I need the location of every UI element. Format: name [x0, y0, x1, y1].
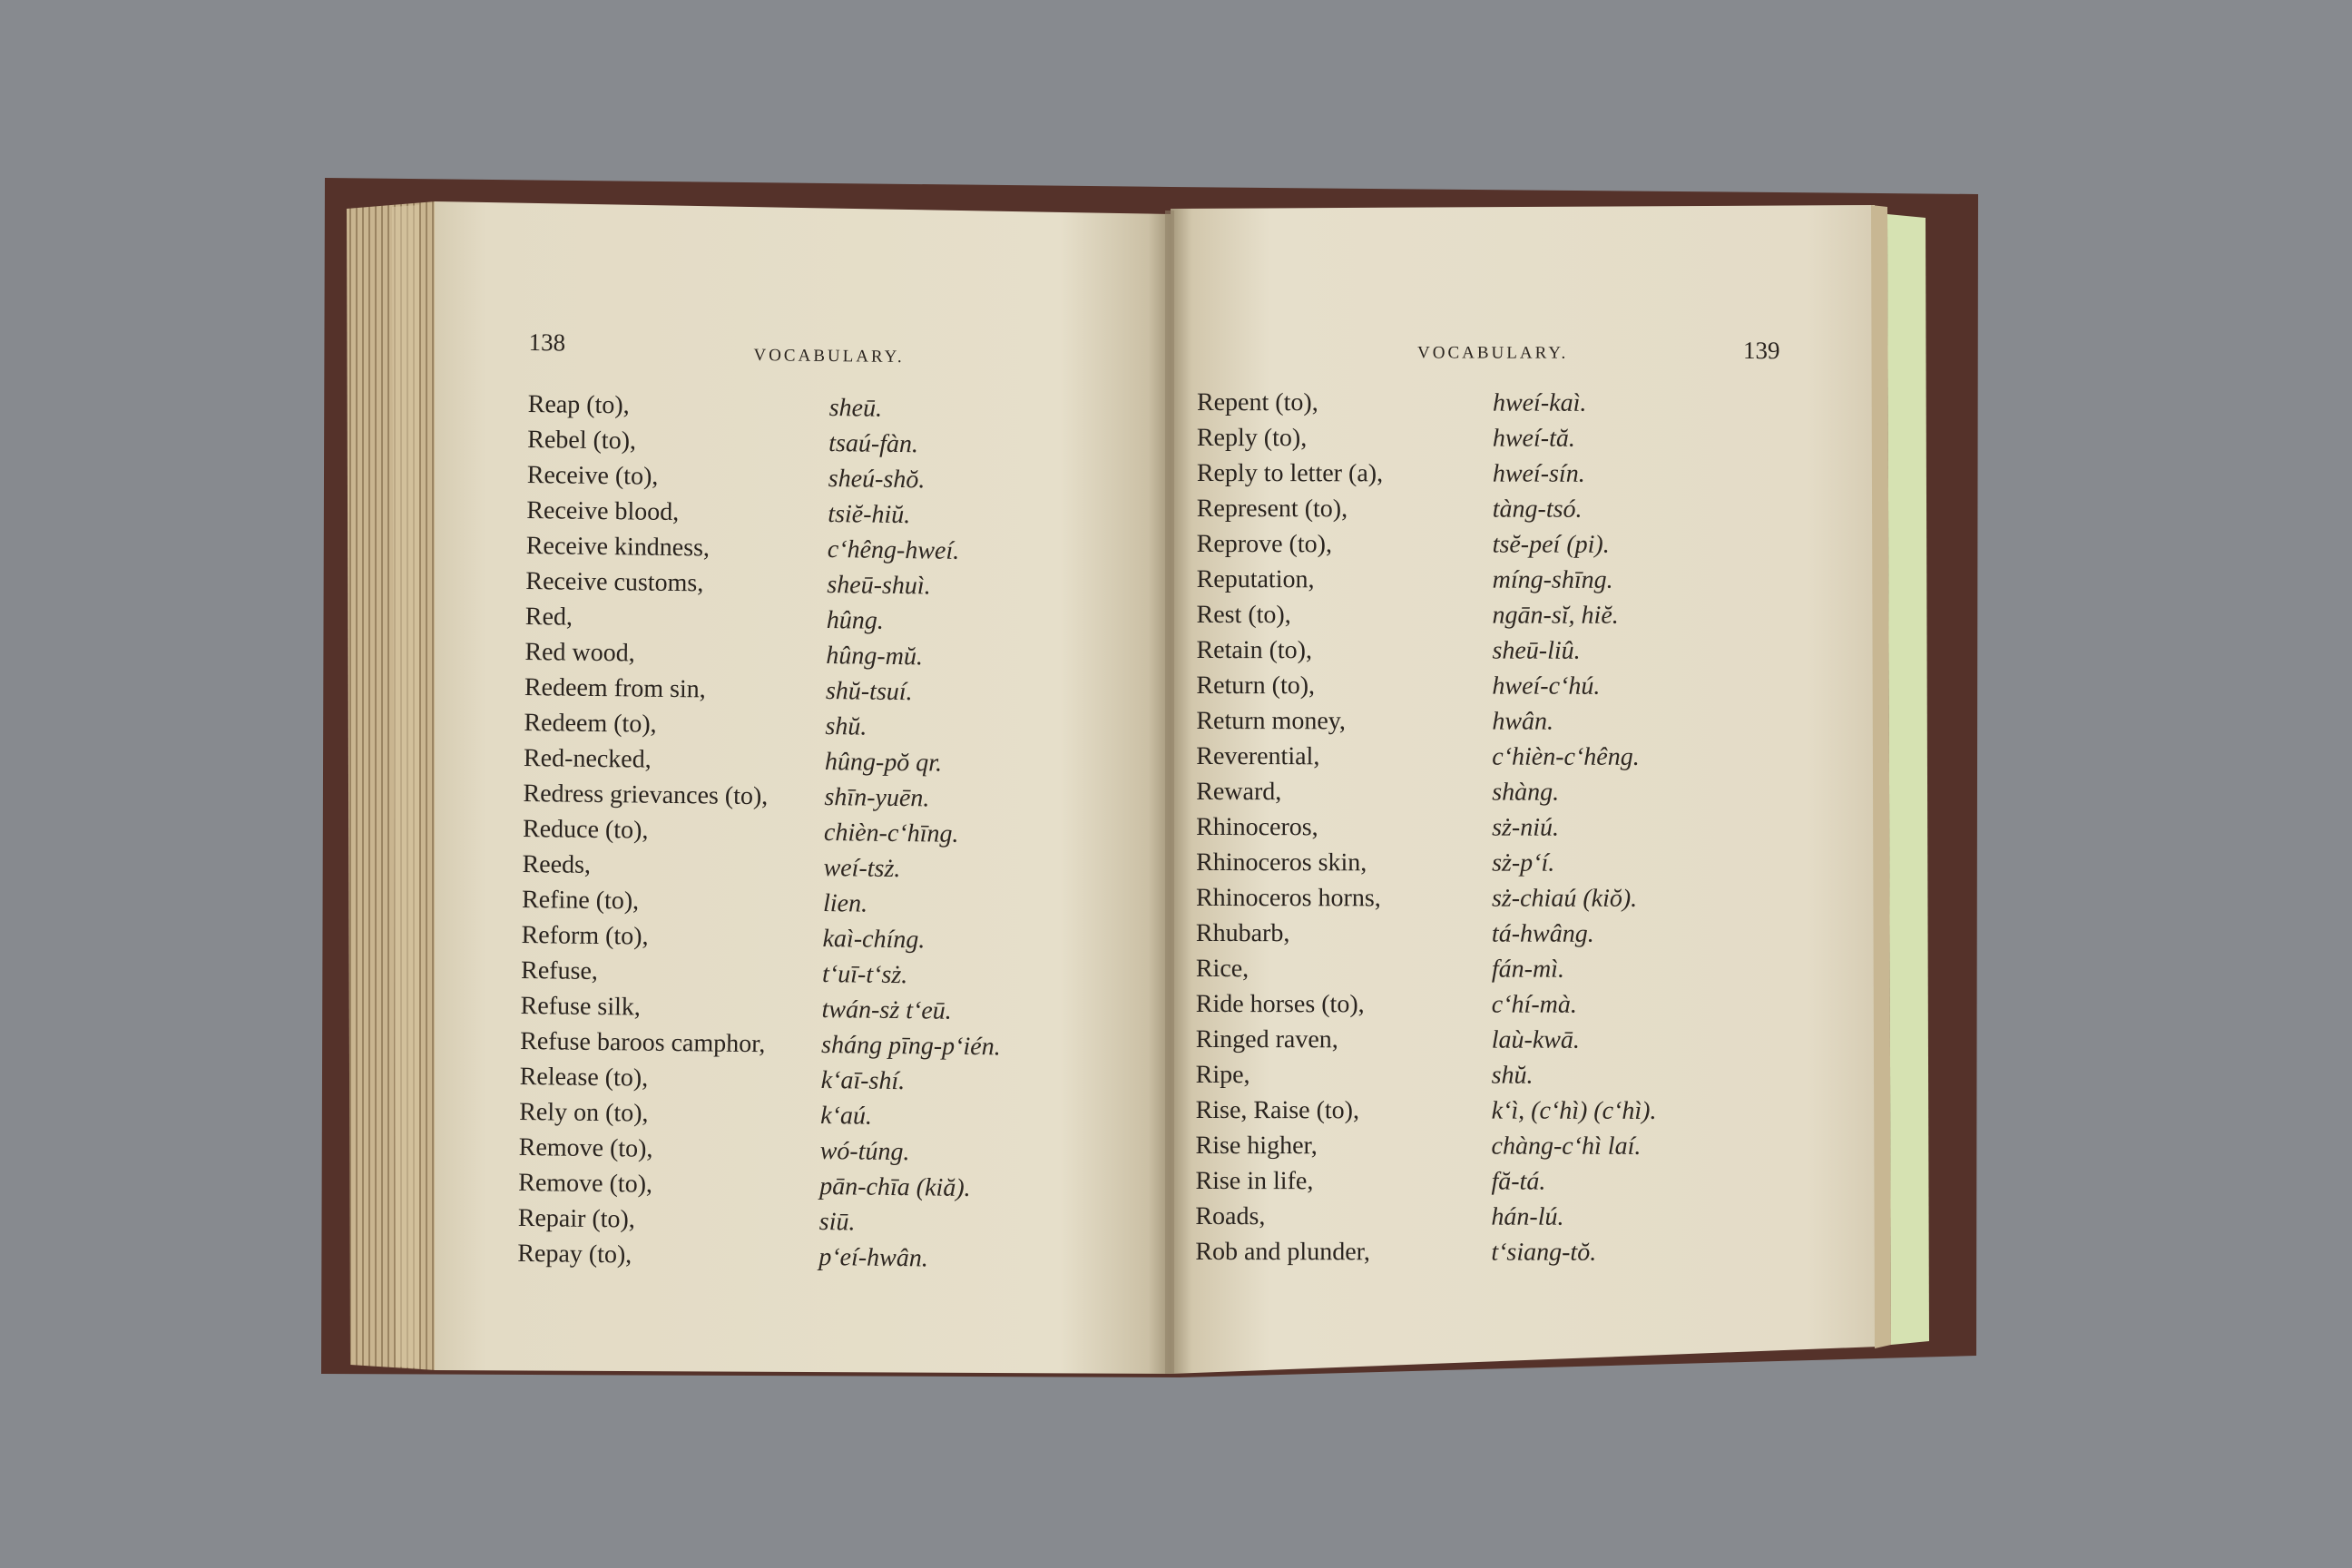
vocabulary-entry — [1196, 668, 1831, 704]
english-term: Rebel (to), — [527, 425, 637, 456]
chinese-romanization: fán-mì. — [1491, 955, 1565, 984]
chinese-romanization: c‘hêng-hweí. — [827, 535, 960, 565]
english-term: Retain (to), — [1196, 635, 1313, 665]
vocabulary-entry — [517, 1236, 1098, 1279]
vocabulary-entry — [1197, 491, 1832, 527]
english-term: Receive customs, — [525, 566, 704, 598]
english-term: Remove (to), — [518, 1168, 653, 1199]
english-term: Ride horses (to), — [1195, 989, 1365, 1019]
vocabulary-entry — [1196, 1022, 1831, 1058]
english-term: Roads, — [1195, 1201, 1266, 1231]
vocabulary-entry — [1197, 597, 1832, 633]
chinese-romanization: sż-niú. — [1492, 813, 1560, 842]
english-term: Red-necked, — [523, 743, 652, 774]
chinese-romanization: chièn-c‘hīng. — [823, 818, 959, 848]
chinese-romanization: k‘aī-shí. — [820, 1066, 906, 1096]
chinese-romanization: k‘ì, (c‘hì) (c‘hì). — [1491, 1096, 1657, 1125]
chinese-romanization: c‘hièn-c‘hêng. — [1492, 742, 1640, 771]
english-term: Reputation, — [1196, 564, 1315, 594]
english-term: Redeem from sin, — [524, 672, 706, 704]
english-term: Reduce (to), — [522, 814, 649, 845]
english-term: Reply to letter (a), — [1196, 458, 1384, 488]
chinese-romanization: sż-p‘í. — [1492, 848, 1555, 877]
chinese-romanization: tàng-tsó. — [1492, 495, 1583, 524]
english-term: Refine (to), — [521, 885, 640, 916]
vocabulary-entry — [1196, 632, 1831, 669]
vocabulary-entry — [1196, 1128, 1831, 1164]
english-term: Ringed raven, — [1195, 1024, 1338, 1054]
vocabulary-entry — [1196, 845, 1831, 881]
chinese-romanization: ngān-sĭ, hiĕ. — [1492, 601, 1619, 630]
chinese-romanization: fă-tá. — [1491, 1167, 1546, 1196]
vocabulary-entry — [1196, 880, 1831, 916]
english-term: Receive (to), — [526, 460, 659, 491]
chinese-romanization: sheú-shŏ. — [828, 465, 926, 495]
chinese-romanization: pān-chīa (kiă). — [819, 1171, 971, 1203]
page-number: 139 — [1743, 337, 1780, 365]
vocabulary-entry — [1196, 809, 1831, 846]
english-term: Rely on (to), — [519, 1097, 649, 1128]
chinese-romanization: hán-lú. — [1491, 1202, 1564, 1231]
chinese-romanization: sheū-shuì. — [827, 571, 931, 601]
gutter-shadow — [1165, 211, 1174, 1374]
chinese-romanization: míng-shīng. — [1492, 565, 1613, 594]
chinese-romanization: hweí-sín. — [1492, 459, 1585, 488]
chinese-romanization: weí-tsż. — [823, 854, 901, 884]
chinese-romanization: hûng-mŭ. — [826, 642, 924, 671]
english-term: Ripe, — [1195, 1060, 1250, 1090]
english-term: Receive blood, — [526, 495, 680, 527]
english-term: Rise higher, — [1195, 1131, 1318, 1161]
vocabulary-entry — [1196, 703, 1831, 740]
chinese-romanization: laù-kwā. — [1491, 1025, 1580, 1054]
chinese-romanization: sheū-liû. — [1492, 636, 1581, 665]
chinese-romanization: p‘eí-hwân. — [818, 1242, 929, 1273]
chinese-romanization: hwân. — [1492, 707, 1554, 736]
vocabulary-entry — [1196, 1093, 1831, 1129]
chinese-romanization: shŭ. — [1491, 1061, 1534, 1090]
vocabulary-entry — [1196, 1057, 1831, 1093]
chinese-romanization: hweí-c‘hú. — [1492, 671, 1601, 701]
english-term: Reap (to), — [527, 389, 630, 420]
english-term: Rhubarb, — [1195, 918, 1290, 948]
green-edge-strip — [1887, 214, 1929, 1345]
left-page-text — [517, 328, 1109, 1279]
chinese-romanization: tsaú-fàn. — [828, 429, 919, 459]
vocabulary-entry — [1196, 951, 1831, 987]
chinese-romanization: hûng. — [826, 606, 885, 635]
english-term: Reply (to), — [1196, 423, 1308, 453]
vocabulary-entry — [1196, 739, 1831, 775]
english-term: Return money, — [1196, 706, 1346, 736]
chinese-romanization: shŭ-tsuí. — [825, 677, 913, 707]
vocabulary-entry — [1195, 1199, 1830, 1235]
english-term: Red, — [524, 602, 573, 632]
english-term: Rob and plunder, — [1195, 1237, 1370, 1267]
chinese-romanization: tá-hwâng. — [1491, 919, 1594, 948]
english-term: Refuse, — [520, 956, 599, 985]
chinese-romanization: kaì-chíng. — [822, 925, 926, 955]
chinese-romanization: wó-túng. — [819, 1136, 910, 1167]
chinese-romanization: hûng-pŏ qr. — [824, 748, 943, 778]
english-term: Rise, Raise (to), — [1195, 1095, 1360, 1125]
chinese-romanization: tsĕ-peí (pi). — [1492, 530, 1610, 559]
chinese-romanization: sheū. — [828, 394, 883, 423]
english-term: Reeds, — [522, 849, 592, 879]
left-page-edges — [347, 201, 436, 1370]
english-term: Represent (to), — [1196, 494, 1348, 524]
vocabulary-entry — [1197, 420, 1832, 456]
english-term: Rhinoceros horns, — [1195, 883, 1381, 913]
chinese-romanization: c‘hí-mà. — [1491, 990, 1577, 1019]
english-term: Return (to), — [1196, 671, 1316, 701]
chinese-romanization: lien. — [822, 889, 868, 918]
vocabulary-entry — [1197, 456, 1832, 492]
vocabulary-entry — [1195, 1163, 1830, 1200]
chinese-romanization: tsiĕ-hiŭ. — [828, 500, 911, 530]
english-term: Reprove (to), — [1196, 529, 1333, 559]
page-number: 138 — [528, 328, 566, 357]
english-term: Rise in life, — [1195, 1166, 1314, 1196]
vocabulary-entry — [1196, 986, 1831, 1023]
english-term: Refuse silk, — [520, 991, 642, 1022]
english-term: Rhinoceros, — [1196, 812, 1318, 842]
chinese-romanization: twán-sż t‘eū. — [821, 995, 952, 1025]
english-term: Refuse baroos camphor, — [519, 1026, 766, 1059]
chinese-romanization: sż-chiaú (kiŏ). — [1491, 884, 1638, 913]
chinese-romanization: siū. — [818, 1207, 856, 1237]
vocabulary-entry — [1195, 1234, 1830, 1270]
right-page-text — [1195, 337, 1832, 1270]
running-head: VOCABULARY. — [753, 346, 905, 368]
english-term: Redress grievances (to), — [523, 779, 769, 811]
english-term: Reform (to), — [521, 920, 649, 951]
chinese-romanization: sháng pīng-p‘ién. — [820, 1031, 1001, 1062]
vocabulary-entry — [1197, 562, 1832, 598]
chinese-romanization: k‘aú. — [820, 1101, 873, 1131]
english-term: Repent (to), — [1196, 388, 1318, 417]
left-page-edge-highlight — [392, 205, 419, 1368]
english-term: Reward, — [1196, 777, 1282, 807]
chinese-romanization: hweí-kaì. — [1492, 388, 1587, 417]
chinese-romanization: shàng. — [1492, 778, 1560, 807]
chinese-romanization: shīn-yuēn. — [824, 783, 930, 813]
english-term: Receive kindness, — [525, 531, 710, 563]
chinese-romanization: t‘uī-t‘sż. — [821, 960, 908, 990]
english-term: Reverential, — [1196, 741, 1320, 771]
chinese-romanization: shŭ. — [825, 712, 867, 741]
vocabulary-entry — [1196, 774, 1831, 810]
english-term: Release (to), — [519, 1062, 649, 1093]
vocabulary-entry — [1197, 526, 1832, 563]
english-term: Remove (to), — [518, 1132, 653, 1163]
chinese-romanization: chàng-c‘hì laí. — [1491, 1132, 1642, 1161]
english-term: Rhinoceros skin, — [1196, 848, 1367, 877]
english-term: Repair (to), — [517, 1203, 636, 1234]
english-term: Rice, — [1195, 954, 1250, 984]
english-term: Redeem (to), — [524, 708, 657, 739]
english-term: Rest (to), — [1196, 600, 1291, 630]
vocabulary-entry — [1197, 385, 1832, 421]
vocabulary-entry — [1196, 916, 1831, 952]
chinese-romanization: hweí-tă. — [1492, 424, 1575, 453]
running-head: VOCABULARY. — [1417, 343, 1569, 363]
chinese-romanization: t‘siang-tŏ. — [1491, 1238, 1597, 1267]
english-term: Red wood, — [524, 637, 635, 668]
english-term: Repay (to), — [517, 1239, 632, 1269]
